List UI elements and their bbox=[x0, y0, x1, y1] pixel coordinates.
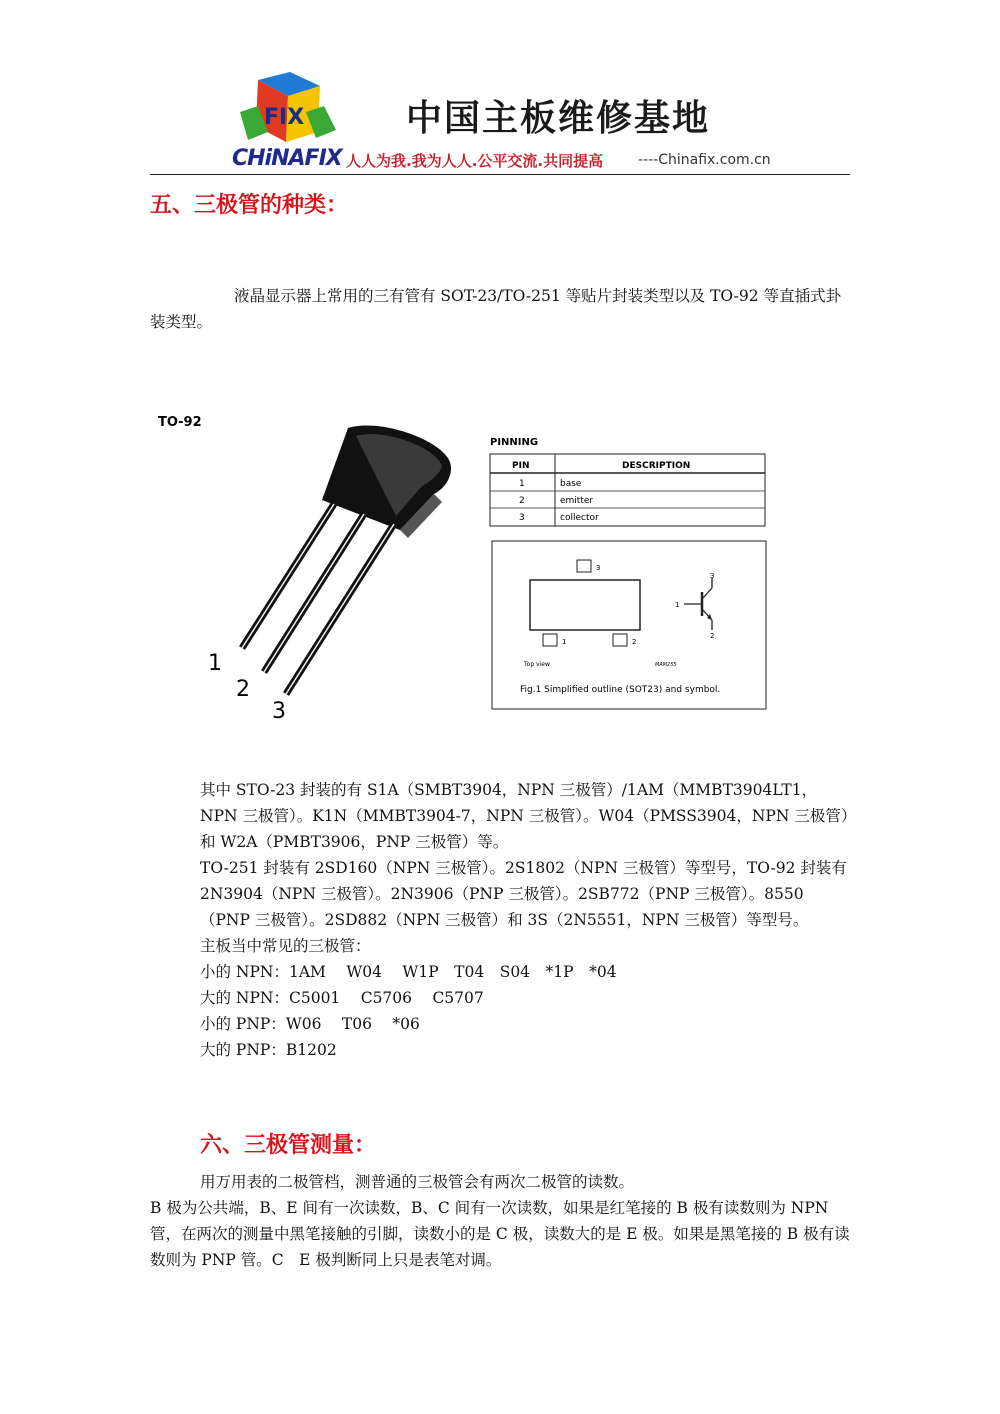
to92-pin-2-label: 2 bbox=[236, 677, 250, 702]
list-item: 大的 PNP：B1202 bbox=[200, 1041, 337, 1059]
logo-letters: FIX bbox=[264, 105, 305, 130]
measurement-line-2: B 极为公共端，B、E 间有一次读数，B、C 间有一次读数，如果是红笔接的 B 极有读数则为 NPN 管，在两次的测量中黑笔接触的引脚，读数小的是 C 极，读数大的是 E 极。如果是黑笔接的 B 极有读数则为 PNP 管。C E 极判断同上只是表笔对调。 bbox=[150, 1199, 850, 1269]
symbol-pin-1-label: 1 bbox=[675, 601, 680, 609]
pin-col-header: PIN bbox=[512, 461, 530, 471]
transistor-figure bbox=[150, 400, 780, 730]
site-title: 中国主板维修基地 bbox=[406, 98, 711, 139]
top-view-label: Top view bbox=[524, 661, 550, 668]
body-text bbox=[150, 777, 850, 1063]
sot23-pin-1-label: 1 bbox=[562, 638, 567, 646]
sot23-pin-2-label: 2 bbox=[632, 638, 637, 646]
figure-caption: Fig.1 Simplified outline (SOT23) and symbol. bbox=[520, 685, 721, 695]
intro-paragraph bbox=[150, 283, 850, 335]
to92-pin-1-label: 1 bbox=[208, 651, 222, 676]
table-row-desc: base bbox=[560, 479, 582, 489]
sot23-pin-3-label: 3 bbox=[596, 564, 601, 572]
symbol-pin-3-label: 3 bbox=[710, 572, 715, 580]
pinning-table bbox=[490, 454, 765, 526]
to92-package-drawing bbox=[242, 426, 451, 694]
measurement-line-1: 用万用表的二极管档，测普通的三极管会有两次二极管的读数。 bbox=[200, 1173, 635, 1191]
to92-pin-3-label: 3 bbox=[272, 699, 286, 724]
section-heading-types: 五、三极管的种类： bbox=[150, 193, 349, 218]
table-row-desc: emitter bbox=[560, 496, 594, 506]
symbol-pin-2-label: 2 bbox=[710, 632, 715, 640]
table-row-pin: 2 bbox=[519, 496, 525, 506]
to92-label: TO-92 bbox=[158, 415, 202, 430]
sot23-outline-diagram bbox=[492, 541, 766, 709]
common-list-title: 主板当中常见的三极管： bbox=[200, 937, 371, 955]
measurement-text bbox=[150, 1169, 850, 1273]
description-col-header: DESCRIPTION bbox=[622, 461, 691, 471]
intro-text: 液晶显示器上常用的三有管有 SOT-23/TO-251 等贴片封装类型以及 TO-92 等直插式卦装类型。 bbox=[150, 287, 842, 331]
list-item: 大的 NPN：C5001 C5706 C5707 bbox=[200, 989, 484, 1007]
list-item: 小的 PNP：W06 T06 *06 bbox=[200, 1015, 420, 1033]
header-divider bbox=[150, 174, 850, 175]
logo-wordmark: CHiNAFIX bbox=[232, 146, 342, 171]
table-row-pin: 1 bbox=[519, 479, 525, 489]
section-heading-measurement: 六、三极管测量： bbox=[200, 1133, 377, 1158]
to251-paragraph: TO-251 封装有 2SD160（NPN 三极管）。2S1802（NPN 三极管）等型号，TO-92 封装有 2N3904（NPN 三极管）。2N3906（PNP 三极管）。2SB772（PNP 三极管）。8550（PNP 三极管）。2SD882（NPN 三极管）和 3S（2N5551，NPN 三极管）等型号。 bbox=[200, 859, 847, 929]
common-transistor-list bbox=[150, 933, 850, 1063]
transistor-symbol-icon bbox=[684, 578, 712, 630]
table-row-pin: 3 bbox=[519, 513, 525, 523]
pinning-title: PINNING bbox=[490, 437, 539, 448]
list-item: 小的 NPN：1AM W04 W1P T04 S04 *1P *04 bbox=[200, 963, 617, 981]
header-banner bbox=[228, 72, 794, 172]
table-row-desc: collector bbox=[560, 513, 599, 523]
site-url: ----Chinafix.com.cn bbox=[638, 152, 771, 168]
site-slogan: 人人为我.我为人人.公平交流.共同提高 bbox=[346, 152, 604, 170]
figure-code: MAM255 bbox=[655, 662, 677, 668]
sot23-paragraph: 其中 STO-23 封装的有 S1A（SMBT3904，NPN 三极管）/1AM（MMBT3904LT1，NPN 三极管）。K1N（MMBT3904-7，NPN 三极管）。W04（PMSS3904，NPN 三极管）和 W2A（PMBT3906，PNP 三极管）等。 bbox=[200, 781, 849, 851]
